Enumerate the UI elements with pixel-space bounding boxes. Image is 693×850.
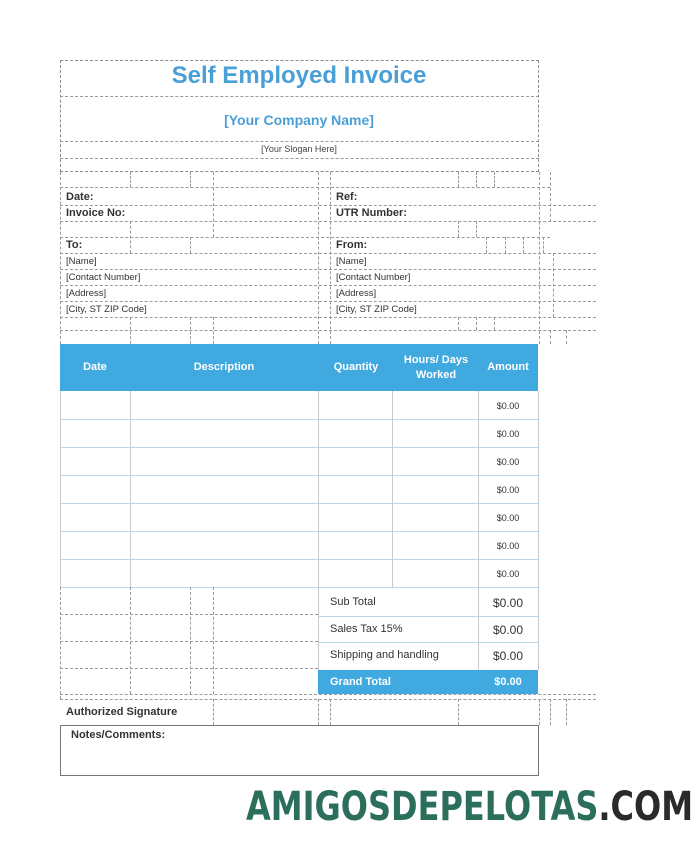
from-address[interactable]: [Address] bbox=[336, 288, 377, 299]
grid-line bbox=[553, 253, 554, 317]
grid-line bbox=[566, 699, 567, 725]
grid-line bbox=[213, 317, 214, 344]
column-header-date: Date bbox=[83, 361, 107, 373]
grid-line bbox=[543, 237, 544, 253]
grid-line bbox=[458, 317, 459, 330]
grid-line bbox=[190, 172, 191, 187]
row-amount[interactable]: $0.00 bbox=[496, 569, 520, 579]
grid-line bbox=[130, 587, 131, 694]
grid-line bbox=[458, 699, 459, 725]
grid-line bbox=[60, 172, 61, 344]
grid-line bbox=[318, 642, 538, 643]
grid-line bbox=[523, 237, 524, 253]
tax-value: $0.00 bbox=[492, 623, 524, 637]
header-divider bbox=[60, 141, 539, 142]
company-name: [Your Company Name] bbox=[224, 112, 374, 128]
grid-line bbox=[505, 237, 506, 253]
subtotal-label: Sub Total bbox=[330, 596, 376, 608]
grid-line bbox=[550, 330, 551, 344]
grid-line bbox=[566, 330, 567, 344]
row-amount[interactable]: $0.00 bbox=[496, 401, 520, 411]
grid-line bbox=[60, 187, 550, 188]
grid-line bbox=[130, 172, 131, 187]
column-header-quantity: Quantity bbox=[333, 361, 379, 373]
grid-line bbox=[476, 221, 477, 237]
grid-line bbox=[130, 317, 131, 344]
grid-line bbox=[60, 447, 538, 448]
grid-line bbox=[550, 699, 551, 725]
grid-line bbox=[60, 237, 550, 238]
grid-line bbox=[476, 317, 477, 330]
grid-line bbox=[458, 221, 459, 237]
grid-line bbox=[190, 317, 191, 344]
grid-line bbox=[318, 616, 538, 617]
grid-line bbox=[330, 172, 331, 344]
grid-line bbox=[60, 614, 318, 615]
grid-line bbox=[130, 221, 131, 253]
notes-label: Notes/Comments: bbox=[71, 729, 166, 741]
grid-line bbox=[494, 172, 495, 187]
grid-line bbox=[392, 391, 393, 587]
to-city[interactable]: [City, ST ZIP Code] bbox=[66, 304, 147, 315]
grid-line bbox=[60, 641, 318, 642]
grid-line bbox=[318, 391, 319, 587]
row-amount[interactable]: $0.00 bbox=[496, 429, 520, 439]
date-label: Date: bbox=[66, 191, 94, 203]
tax-label: Sales Tax 15% bbox=[330, 623, 403, 635]
from-label: From: bbox=[336, 239, 368, 251]
grid-line bbox=[60, 531, 538, 532]
grid-line bbox=[60, 205, 596, 206]
to-label: To: bbox=[66, 239, 83, 251]
row-amount[interactable]: $0.00 bbox=[496, 513, 520, 523]
grid-line bbox=[60, 221, 596, 222]
grid-line bbox=[213, 172, 214, 237]
header-divider bbox=[60, 158, 539, 159]
grid-line bbox=[550, 172, 551, 222]
grid-line bbox=[60, 253, 596, 254]
column-header-description: Description bbox=[193, 361, 255, 373]
notes-box[interactable] bbox=[60, 725, 539, 776]
grand-total-value: $0.00 bbox=[494, 676, 522, 688]
grid-line bbox=[60, 694, 596, 695]
grid-line bbox=[458, 172, 459, 187]
grid-line bbox=[60, 475, 538, 476]
to-contact[interactable]: [Contact Number] bbox=[66, 272, 141, 283]
grid-line bbox=[60, 301, 596, 302]
grid-line bbox=[60, 699, 596, 700]
grid-line bbox=[538, 587, 539, 670]
grid-line bbox=[190, 587, 191, 694]
column-header-amount: Amount bbox=[487, 361, 529, 373]
shipping-value: $0.00 bbox=[492, 649, 524, 663]
table-header bbox=[60, 344, 538, 391]
grid-line bbox=[318, 172, 319, 344]
grid-line bbox=[60, 269, 596, 270]
invoice-title: Self Employed Invoice bbox=[171, 62, 427, 89]
watermark-text: AMIGOSDEPELOTAS bbox=[246, 784, 599, 830]
grid-line bbox=[60, 559, 538, 560]
from-city[interactable]: [City, ST ZIP Code] bbox=[336, 304, 417, 315]
grand-total-bar bbox=[318, 670, 538, 694]
row-amount[interactable]: $0.00 bbox=[496, 485, 520, 495]
grid-line bbox=[213, 699, 214, 725]
grid-line bbox=[60, 330, 596, 331]
grand-total-label: Grand Total bbox=[330, 676, 391, 688]
grid-line bbox=[539, 172, 540, 344]
grid-line bbox=[330, 699, 331, 725]
grid-line bbox=[60, 668, 318, 669]
grid-line bbox=[60, 391, 61, 587]
signature-label: Authorized Signature bbox=[66, 706, 178, 718]
grid-line bbox=[318, 699, 319, 725]
grid-line bbox=[539, 699, 540, 725]
grid-line bbox=[60, 587, 61, 699]
to-address[interactable]: [Address] bbox=[66, 288, 107, 299]
from-name[interactable]: [Name] bbox=[336, 256, 367, 267]
grid-line bbox=[60, 587, 538, 588]
ref-label: Ref: bbox=[336, 191, 358, 203]
grid-line bbox=[213, 587, 214, 694]
grid-line bbox=[538, 391, 539, 587]
watermark-logo bbox=[246, 784, 693, 830]
header-divider bbox=[60, 96, 539, 97]
row-amount[interactable]: $0.00 bbox=[496, 457, 520, 467]
grid-line bbox=[190, 237, 191, 253]
grid-line bbox=[60, 419, 538, 420]
grid-line bbox=[494, 317, 495, 330]
grid-line bbox=[476, 172, 477, 187]
grid-line bbox=[60, 317, 596, 318]
grid-line bbox=[60, 285, 596, 286]
company-slogan: [Your Slogan Here] bbox=[261, 144, 337, 154]
row-amount[interactable]: $0.00 bbox=[496, 541, 520, 551]
from-contact[interactable]: [Contact Number] bbox=[336, 272, 411, 283]
grid-line bbox=[486, 237, 487, 253]
watermark-domain: .COM bbox=[598, 784, 693, 830]
utr-label: UTR Number: bbox=[336, 207, 407, 219]
to-name[interactable]: [Name] bbox=[66, 256, 97, 267]
grid-line bbox=[130, 391, 131, 587]
shipping-label: Shipping and handling bbox=[330, 649, 439, 661]
grid-line bbox=[318, 587, 319, 670]
subtotal-value: $0.00 bbox=[492, 596, 524, 610]
invoice-no-label: Invoice No: bbox=[66, 207, 126, 219]
column-header-hours: Hours/ Days Worked bbox=[403, 353, 469, 381]
grid-line bbox=[60, 503, 538, 504]
